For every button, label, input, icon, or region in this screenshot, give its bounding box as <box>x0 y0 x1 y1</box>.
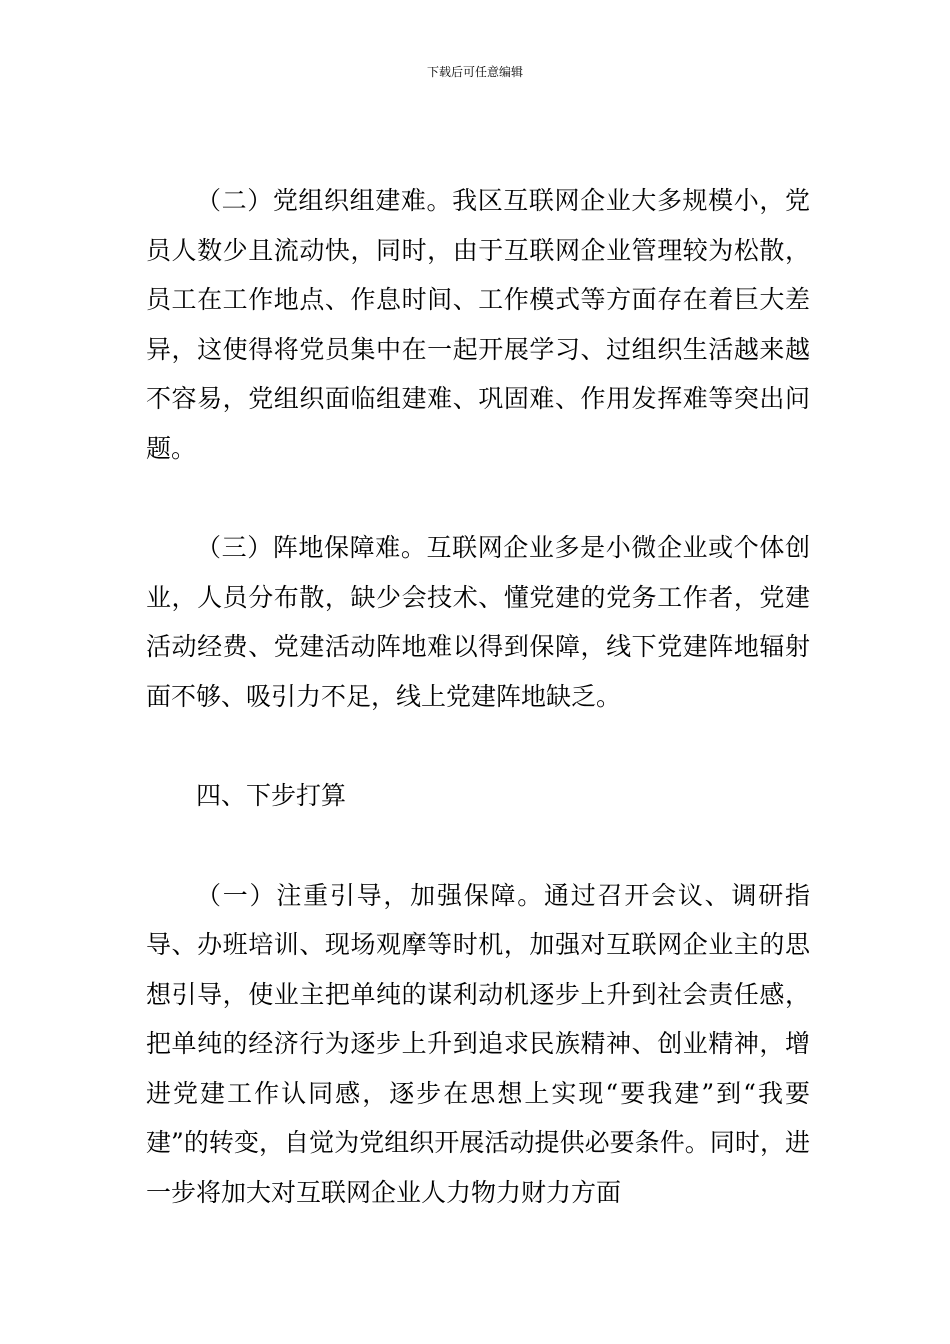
paragraph-spacer <box>146 721 810 771</box>
document-body <box>146 176 810 1217</box>
paragraph-party-organization-difficulty: （二）党组织组建难。我区互联网企业大多规模小，党员人数少且流动快，同时，由于互联网企业管理较为松散，员工在工作地点、作息时间、工作模式等方面存在着巨大差异，这使得将党员集中在一起开展学习、过组织生活越来越不容易，党组织面临组建难、巩固难、作用发挥难等突出问题。 <box>146 186 810 463</box>
paragraph-spacer <box>146 821 810 871</box>
paragraph-guidance-and-guarantee: （一）注重引导，加强保障。通过召开会议、调研指导、办班培训、现场观摩等时机，加强对互联网企业主的思想引导，使业主把单纯的谋利动机逐步上升到社会责任感，把单纯的经济行为逐步上升到追求民族精神、创业精神，增进党建工作认同感，逐步在思想上实现“要我建”到“我要建”的转变，自觉为党组织开展活动提供必要条件。同时，进一步将加大对互联网企业人力物力财力方面 <box>146 880 810 1207</box>
paragraph-spacer <box>146 473 810 523</box>
paragraph-venue-guarantee-difficulty: （三）阵地保障难。互联网企业多是小微企业或个体创业，人员分布散，缺少会技术、懂党建的党务工作者，党建活动经费、党建活动阵地难以得到保障，线下党建阵地辐射面不够、吸引力不足，线上党建阵地缺乏。 <box>146 533 810 711</box>
section-heading-next-steps: 四、下步打算 <box>196 781 347 810</box>
page-header-note: 下载后可任意编辑 <box>426 65 523 79</box>
